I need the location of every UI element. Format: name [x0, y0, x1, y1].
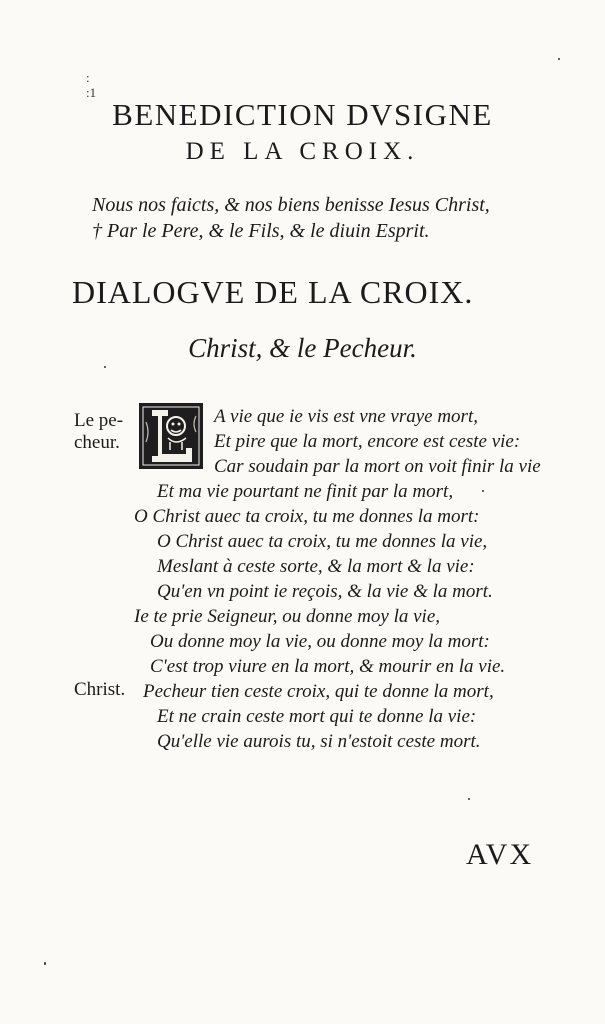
ink-speck — [468, 798, 470, 800]
verse-line: Et ma vie pourtant ne finit par la mort, — [157, 481, 454, 502]
heading-line-1: BENEDICTION DVSIGNE — [112, 97, 493, 132]
ink-speck — [558, 58, 560, 60]
decorated-initial — [138, 402, 204, 470]
heading-line-2: DE LA CROIX. — [185, 138, 420, 165]
verse-line: C'est trop viure en la mort, & mourir en la vie. — [150, 656, 506, 677]
verse-line: Et ne crain ceste mort qui te donne la vie: — [157, 706, 477, 727]
verse-line: Pecheur tien ceste croix, qui te donne la mort, — [143, 681, 494, 702]
ink-speck — [44, 962, 46, 965]
speaker-pecheur-line-1: Le pe- — [74, 410, 124, 431]
ink-speck — [482, 490, 484, 492]
catchword: AVX — [466, 838, 534, 871]
verse-line: Qu'en vn point ie reçois, & la vie & la mort. — [157, 581, 493, 602]
dialogue-subtitle: Christ, & le Pecheur. — [188, 333, 417, 363]
dialogue-title: DIALOGVE DE LA CROIX. — [72, 274, 474, 310]
speaker-pecheur-line-2: cheur. — [74, 432, 120, 453]
folio-mark: : :1 — [86, 70, 97, 100]
verse-line: A vie que ie vis est vne vraye mort, — [214, 406, 478, 427]
verse-line: O Christ auec ta croix, tu me donnes la mort: — [134, 506, 480, 527]
verse-line: Car soudain par la mort on voit finir la vie — [214, 456, 541, 477]
verse-line: Qu'elle vie aurois tu, si n'estoit ceste mort. — [157, 731, 481, 752]
verse-line: Ou donne moy la vie, ou donne moy la mort: — [150, 631, 490, 652]
ink-speck — [104, 366, 106, 368]
benediction-line-2: † Par le Pere, & le Fils, & le diuin Esprit. — [92, 220, 430, 242]
verse-line: O Christ auec ta croix, tu me donnes la vie, — [157, 531, 488, 552]
benediction-line-1: Nous nos faicts, & nos biens benisse Iesus Christ, — [92, 194, 490, 216]
verse-line: Et pire que la mort, encore est ceste vie: — [214, 431, 521, 452]
verse-line: Meslant à ceste sorte, & la mort & la vie: — [157, 556, 475, 577]
speaker-christ: Christ. — [74, 679, 126, 700]
verse-line: Ie te prie Seigneur, ou donne moy la vie, — [134, 606, 441, 627]
